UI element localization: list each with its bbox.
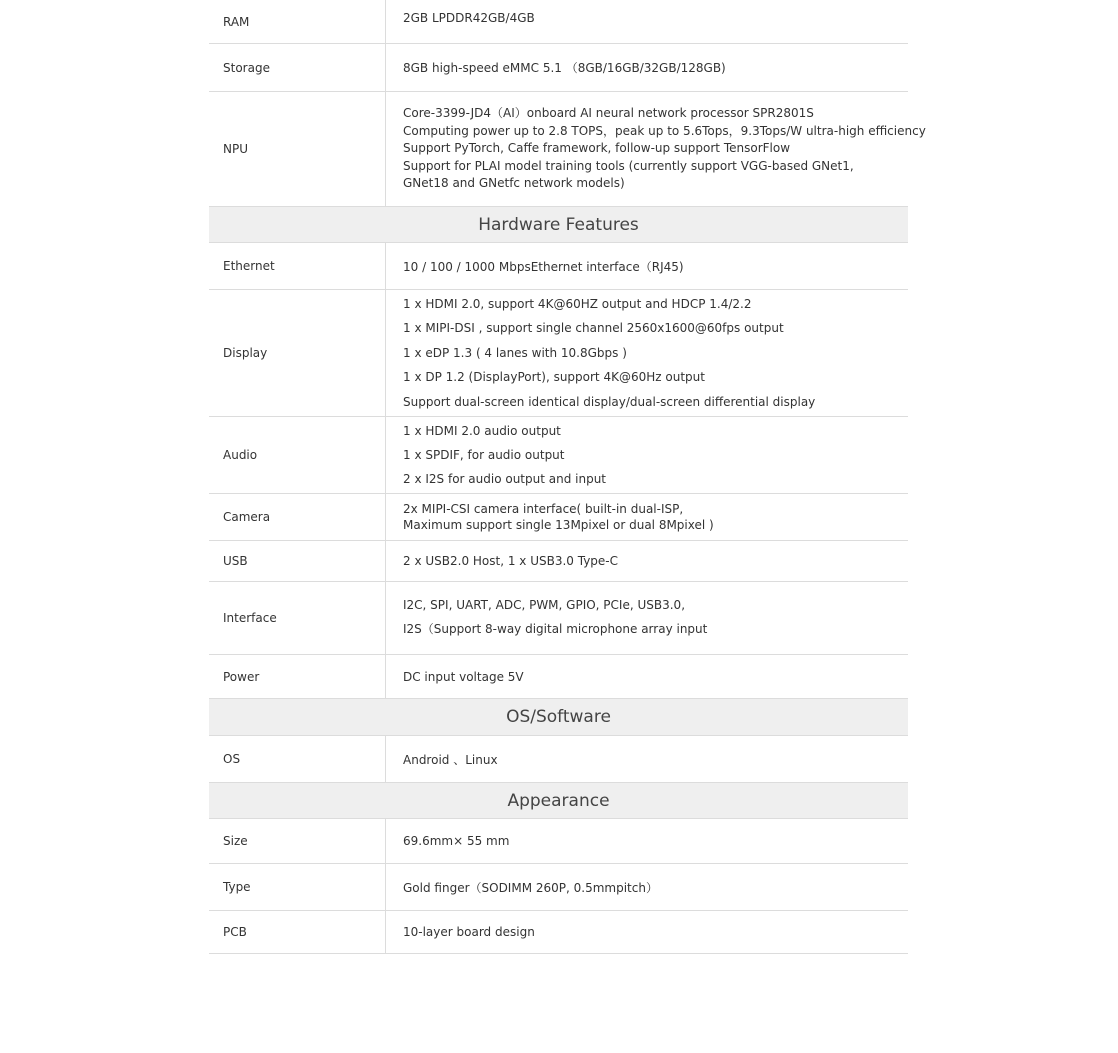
spec-value-line: Maximum support single 13Mpixel or dual 8Mpixel ): [403, 518, 714, 532]
spec-label: PCB: [209, 911, 386, 953]
spec-value: [386, 44, 908, 91]
spec-value-line: I2S（Support 8-way digital microphone array input: [403, 622, 708, 636]
spec-value-line: 2GB LPDDR42GB/4GB: [403, 11, 535, 25]
spec-value-line: 2 x USB2.0 Host, 1 x USB3.0 Type-C: [403, 554, 619, 568]
spec-label: Audio: [209, 417, 386, 493]
spec-value-line: Android 、Linux: [403, 752, 498, 767]
spec-value-line: 10-layer board design: [403, 925, 535, 939]
spec-row-os: [209, 736, 908, 783]
spec-label: Interface: [209, 582, 386, 654]
spec-row-power: [209, 655, 908, 699]
spec-row-display: [209, 290, 908, 417]
spec-value: [386, 582, 908, 654]
spec-value-line: 69.6mm× 55 mm: [403, 834, 510, 848]
spec-label: Display: [209, 290, 386, 416]
spec-row-npu: [209, 92, 926, 207]
spec-value: [386, 864, 908, 910]
spec-value-line: 1 x eDP 1.3 ( 4 lanes with 10.8Gbps ): [403, 345, 627, 360]
spec-value-line: 2x MIPI-CSI camera interface( built-in dual-ISP,: [403, 502, 684, 516]
spec-value: [386, 243, 908, 289]
spec-value-line: Support PyTorch, Caffe framework, follow-up support TensorFlow: [403, 141, 791, 156]
spec-value-line: Gold finger（SODIMM 260P, 0.5mmpitch）: [403, 880, 658, 895]
section-title-hardware: Hardware Features: [209, 207, 908, 243]
spec-row-audio: [209, 417, 908, 494]
spec-value-line: I2C, SPI, UART, ADC, PWM, GPIO, PCIe, USB3.0,: [403, 598, 686, 612]
spec-value-line: 1 x MIPI-DSI , support single channel 2560x1600@60fps output: [403, 321, 784, 336]
spec-value: [386, 290, 908, 416]
spec-value: [386, 0, 908, 43]
spec-value-line: 2 x I2S for audio output and input: [403, 472, 607, 486]
spec-row-type: [209, 864, 908, 911]
spec-value-line: Core-3399-JD4（AI）onboard AI neural network processor SPR2801S: [403, 106, 814, 121]
spec-label: NPU: [209, 92, 386, 206]
spec-value: [386, 819, 908, 863]
spec-value-line: Computing power up to 2.8 TOPS，peak up to 5.6Tops，9.3Tops/W ultra-high efficiency: [403, 123, 926, 138]
spec-value: [386, 736, 908, 782]
spec-value: [386, 494, 908, 540]
spec-table: [209, 0, 926, 954]
spec-label: Size: [209, 819, 386, 863]
spec-value-line: Support dual-screen identical display/dual-screen differential display: [403, 394, 816, 409]
spec-label: Power: [209, 655, 386, 698]
spec-label: RAM: [209, 0, 386, 43]
spec-row-interface: [209, 582, 908, 655]
spec-value: [386, 911, 908, 953]
spec-value-line: 1 x HDMI 2.0 audio output: [403, 424, 561, 438]
spec-value-line: 1 x HDMI 2.0, support 4K@60HZ output and HDCP 1.4/2.2: [403, 296, 752, 311]
spec-value-line: 1 x DP 1.2 (DisplayPort), support 4K@60Hz output: [403, 370, 705, 385]
spec-value-line: 8GB high-speed eMMC 5.1 （8GB/16GB/32GB/128GB): [403, 61, 726, 75]
spec-value: [386, 417, 908, 493]
spec-value: [386, 655, 908, 698]
spec-label: Type: [209, 864, 386, 910]
section-title-os: OS/Software: [209, 699, 908, 736]
spec-value: [386, 92, 926, 206]
spec-value-line: DC input voltage 5V: [403, 669, 524, 684]
spec-value-line: GNet18 and GNetfc network models): [403, 176, 625, 191]
spec-label: USB: [209, 541, 386, 581]
spec-value-line: 10 / 100 / 1000 MbpsEthernet interface（RJ45): [403, 259, 684, 274]
spec-value-line: Support for PLAI model training tools (currently support VGG-based GNet1,: [403, 158, 854, 173]
spec-label: Ethernet: [209, 243, 386, 289]
spec-label: Camera: [209, 494, 386, 540]
section-title-appearance: Appearance: [209, 783, 908, 819]
spec-value: [386, 541, 908, 581]
spec-row-size: [209, 819, 908, 864]
spec-row-storage: [209, 44, 908, 92]
spec-row-camera: [209, 494, 908, 541]
spec-value-line: 1 x SPDIF, for audio output: [403, 448, 565, 462]
spec-row-pcb: [209, 911, 908, 954]
spec-row-ethernet: [209, 243, 908, 290]
spec-label: Storage: [209, 44, 386, 91]
spec-label: OS: [209, 736, 386, 782]
spec-row-ram: [209, 0, 908, 44]
spec-row-usb: [209, 541, 908, 582]
